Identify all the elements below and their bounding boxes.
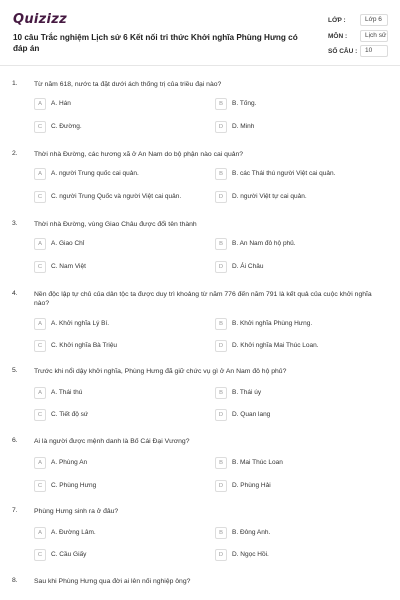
question-text: Phùng Hưng sinh ra ở đâu? [34, 508, 119, 515]
question-number: 1. [12, 80, 18, 87]
option-text: D. người Việt tự cai quản. [232, 193, 307, 200]
question-number: 4. [12, 290, 18, 297]
option-letter: D [215, 409, 227, 421]
option-letter: B [215, 387, 227, 399]
option-text: A. người Trung quốc cai quản. [51, 170, 139, 177]
option-text: B. Mai Thúc Loan [232, 459, 283, 466]
option-letter: D [215, 549, 227, 561]
option-text: B. các Thái thú người Việt cai quản. [232, 170, 336, 177]
option-letter: A [34, 387, 46, 399]
option-text: B. Đông Anh. [232, 529, 271, 536]
subject-value: Lịch sử [360, 30, 388, 42]
option-text: B. Khởi nghĩa Phùng Hưng. [232, 320, 313, 327]
option-text: A. Đường Lâm. [51, 529, 96, 536]
option-letter: D [215, 340, 227, 352]
quizizz-logo: Quizizz [13, 12, 68, 27]
option-text: D. Phùng Hải [232, 482, 271, 489]
question-number: 6. [12, 437, 18, 444]
meta-question-count [322, 45, 390, 58]
option-text: D. Minh [232, 123, 255, 130]
option-text: D. Ái Châu [232, 263, 264, 270]
question-number: 2. [12, 150, 18, 157]
option-letter: D [215, 261, 227, 273]
question-text: Thời nhà Đường, các hương xã ở An Nam do bộ phận nào cai quản? [34, 151, 244, 158]
option-text: B. Thái úy [232, 389, 262, 396]
option-letter: C [34, 191, 46, 203]
option-letter: C [34, 409, 46, 421]
count-value: 10 [360, 45, 388, 57]
option-text: A. Khởi nghĩa Lý Bí. [51, 320, 110, 327]
option-text: D. Quan lang [232, 411, 271, 418]
option-text: D. Ngọc Hồi. [232, 551, 269, 558]
option-text: A. Phùng An [51, 459, 88, 466]
class-label: LỚP : [328, 17, 346, 24]
option-letter: B [215, 318, 227, 330]
meta-class [322, 14, 390, 27]
option-text: C. Tiết độ sứ [51, 411, 89, 418]
option-letter: A [34, 318, 46, 330]
option-text: A. Thái thú [51, 389, 83, 396]
option-text: C. Khởi nghĩa Bà Triệu [51, 342, 118, 349]
subject-label: MÔN : [328, 33, 348, 40]
option-letter: C [34, 549, 46, 561]
question-text: Trước khi nổi dậy khởi nghĩa, Phùng Hưng đã giữ chức vụ gì ở An Nam đô hộ phủ? [34, 368, 287, 375]
option-letter: B [215, 238, 227, 250]
option-text: D. Khởi nghĩa Mai Thúc Loan. [232, 342, 319, 349]
count-label: SỐ CÂU : [328, 48, 358, 55]
option-text: C. Nam Việt [51, 263, 86, 270]
option-letter: C [34, 340, 46, 352]
option-text: A. Hán [51, 100, 71, 107]
option-text: A. Giao Chỉ [51, 240, 85, 247]
question-text: Thời nhà Đường, vùng Giao Châu được đổi tên thành [34, 221, 197, 228]
option-text: C. Phùng Hưng [51, 482, 97, 489]
option-letter: A [34, 168, 46, 180]
question-number: 3. [12, 220, 18, 227]
question-number: 8. [12, 577, 18, 584]
worksheet-header [0, 0, 400, 66]
option-letter: B [215, 168, 227, 180]
question-text: Nền độc lập tự chủ của dân tộc ta được duy trì khoảng từ năm 776 đến năm 791 là kết quả của cuộc khởi nghĩa nào? [34, 291, 372, 307]
question-number: 7. [12, 507, 18, 514]
option-text: C. người Trung Quốc và người Việt cai quản. [51, 193, 182, 200]
option-letter: D [215, 191, 227, 203]
option-letter: B [215, 98, 227, 110]
option-letter: B [215, 527, 227, 539]
option-text: C. Đường. [51, 123, 82, 130]
option-letter: A [34, 238, 46, 250]
option-letter: B [215, 457, 227, 469]
option-text: B. Tống. [232, 100, 257, 107]
option-letter: C [34, 261, 46, 273]
option-letter: A [34, 98, 46, 110]
worksheet-title: 10 câu Trắc nghiệm Lịch sử 6 Kết nối tri thức Khởi nghĩa Phùng Hưng có đáp án [13, 33, 298, 53]
option-letter: D [215, 480, 227, 492]
option-letter: C [34, 121, 46, 133]
question-text: Ai là người được mệnh danh là Bố Cái Đại Vương? [34, 438, 190, 445]
option-letter: A [34, 527, 46, 539]
meta-subject [322, 30, 390, 43]
option-text: B. An Nam đô hộ phủ. [232, 240, 296, 247]
question-text: Sau khi Phùng Hưng qua đời ai lên nối nghiệp ông? [34, 578, 191, 585]
option-letter: D [215, 121, 227, 133]
question-number: 5. [12, 367, 18, 374]
option-letter: C [34, 480, 46, 492]
class-value: Lớp 6 [360, 14, 388, 26]
question-text: Từ năm 618, nước ta đặt dưới ách thống trị của triều đại nào? [34, 81, 222, 88]
option-text: C. Cầu Giấy [51, 551, 87, 558]
option-letter: A [34, 457, 46, 469]
